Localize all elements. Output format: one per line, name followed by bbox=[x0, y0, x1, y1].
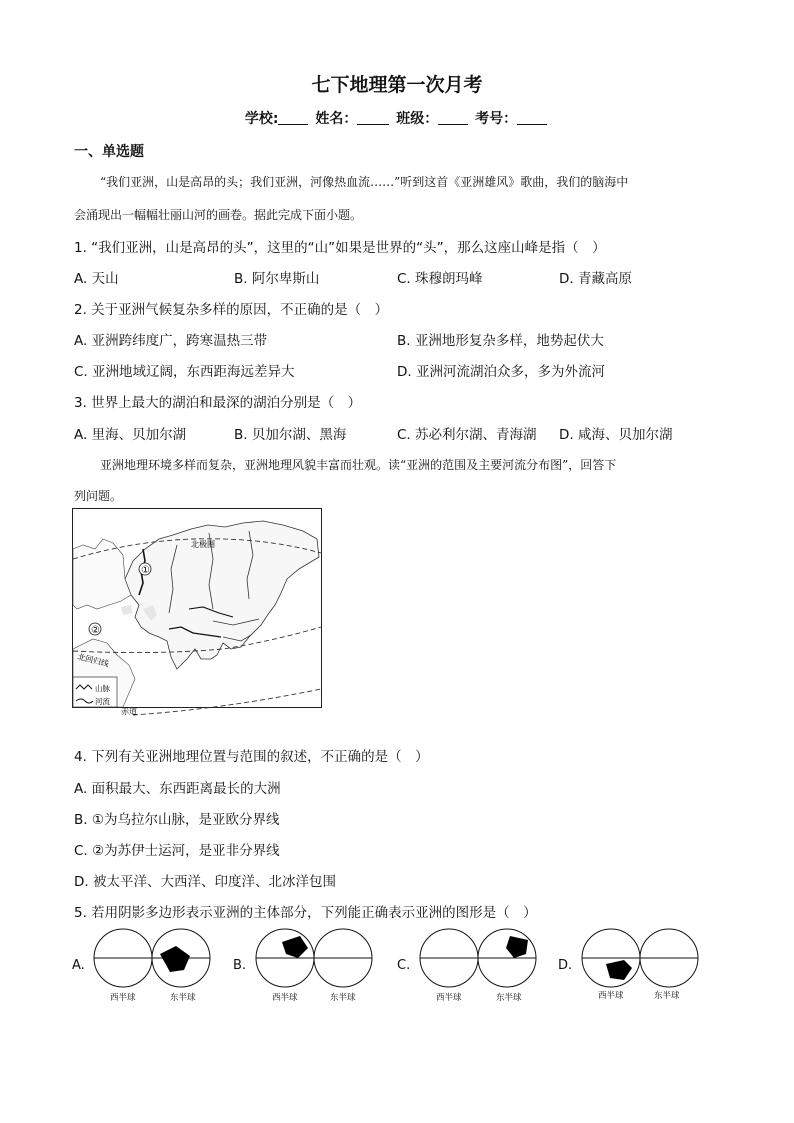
arctic-circle-label: 北极圈 bbox=[191, 540, 215, 549]
asia-map-graphic bbox=[73, 509, 321, 716]
q3-option-c[interactable]: C. 苏必利尔湖、青海湖 bbox=[397, 427, 537, 443]
asia-landmass bbox=[125, 521, 319, 669]
q4-option-d[interactable]: D. 被太平洋、大西洋、印度洋、北冰洋包围 bbox=[74, 874, 336, 890]
sea-patch-2 bbox=[121, 605, 133, 615]
q5-c-east-label: 东半球 bbox=[496, 993, 522, 1003]
student-info bbox=[0, 108, 794, 128]
q5-option-b-letter[interactable]: B. bbox=[233, 958, 247, 973]
intro-text-2b: 列问题。 bbox=[74, 489, 123, 503]
q5-a-west-label: 西半球 bbox=[110, 993, 136, 1003]
q4-option-a[interactable]: A. 面积最大、东西距离最长的大洲 bbox=[74, 781, 281, 797]
q5-b-east-label: 东半球 bbox=[330, 993, 356, 1003]
name-label: 姓名： bbox=[315, 111, 358, 127]
marker-1: ① bbox=[141, 565, 150, 576]
q5-b-west-label: 西半球 bbox=[272, 993, 298, 1003]
q3-option-d[interactable]: D. 咸海、贝加尔湖 bbox=[559, 427, 673, 443]
school-blank[interactable] bbox=[278, 110, 308, 125]
q3-option-a[interactable]: A. 里海、贝加尔湖 bbox=[74, 427, 187, 443]
legend-mountain-label: 山脉 bbox=[95, 684, 110, 693]
asia-map bbox=[72, 508, 322, 716]
q4-option-c[interactable]: C. ②为苏伊士运河，是亚非分界线 bbox=[74, 843, 280, 859]
q5-c-west-label: 西半球 bbox=[436, 993, 462, 1003]
q5-option-a-figure[interactable] bbox=[92, 928, 216, 988]
class-blank[interactable] bbox=[438, 110, 468, 125]
intro-text-2: 亚洲地理环境多样而复杂，亚洲地理风貌丰富而壮观。读“亚洲的范围及主要河流分布图”，回答下 bbox=[100, 458, 617, 472]
q5-option-d-figure[interactable] bbox=[580, 928, 704, 988]
q5-option-c-figure[interactable] bbox=[418, 928, 542, 988]
q1-option-c[interactable]: C. 珠穆朗玛峰 bbox=[397, 271, 483, 287]
q5-d-west-label: 西半球 bbox=[598, 991, 624, 1001]
q3-option-b[interactable]: B. 贝加尔湖、黑海 bbox=[234, 427, 347, 443]
q5-a-east-label: 东半球 bbox=[170, 993, 196, 1003]
q2-option-a[interactable]: A. 亚洲跨纬度广，跨寒温热三带 bbox=[74, 333, 268, 349]
page-title: 七下地理第一次月考 bbox=[311, 74, 483, 96]
equator-line bbox=[133, 689, 321, 715]
name-blank[interactable] bbox=[357, 110, 389, 125]
q2-option-c[interactable]: C. 亚洲地域辽阔，东西距海远差异大 bbox=[74, 364, 295, 380]
question-5-stem: 5. 若用阴影多边形表示亚洲的主体部分，下列能正确表示亚洲的图形是（ ） bbox=[74, 905, 537, 921]
question-2-stem: 2. 关于亚洲气候复杂多样的原因，不正确的是（ ） bbox=[74, 302, 389, 318]
q1-option-d[interactable]: D. 青藏高原 bbox=[559, 271, 632, 287]
q5-option-d-letter[interactable]: D. bbox=[558, 958, 573, 973]
question-3-stem: 3. 世界上最大的湖泊和最深的湖泊分别是（ ） bbox=[74, 395, 362, 411]
q2-option-d[interactable]: D. 亚洲河流湖泊众多，多为外流河 bbox=[397, 364, 605, 380]
marker-2: ② bbox=[91, 625, 100, 636]
question-1-stem: 1. “我们亚洲，山是高昂的头”，这里的“山”如果是世界的“头”，那么这座山峰是指（ ） bbox=[74, 240, 606, 256]
class-label: 班级： bbox=[396, 111, 439, 127]
section-heading: 一、单选题 bbox=[74, 144, 144, 160]
europe-landmass bbox=[73, 539, 131, 609]
q5-option-c-letter[interactable]: C. bbox=[397, 958, 411, 973]
number-blank[interactable] bbox=[517, 110, 547, 125]
q1-option-a[interactable]: A. 天山 bbox=[74, 271, 119, 287]
q4-option-b[interactable]: B. ①为乌拉尔山脉，是亚欧分界线 bbox=[74, 812, 280, 828]
q2-option-b[interactable]: B. 亚洲地形复杂多样，地势起伏大 bbox=[397, 333, 604, 349]
school-label: 学校: bbox=[244, 111, 279, 127]
legend-river-label: 河流 bbox=[95, 697, 110, 706]
equator-label: 赤道 bbox=[121, 707, 137, 716]
question-4-stem: 4. 下列有关亚洲地理位置与范围的叙述，不正确的是（ ） bbox=[74, 749, 429, 765]
q5-option-a-letter[interactable]: A. bbox=[72, 958, 85, 973]
q5-option-b-figure[interactable] bbox=[254, 928, 378, 988]
q1-option-b[interactable]: B. 阿尔卑斯山 bbox=[234, 271, 320, 287]
intro-text-1b: 会涌现出一幅幅壮丽山河的画卷。据此完成下面小题。 bbox=[74, 208, 363, 222]
q5-d-east-label: 东半球 bbox=[654, 991, 680, 1001]
number-label: 考号： bbox=[475, 111, 518, 127]
tropic-label: 北回归线 bbox=[76, 652, 110, 669]
intro-text-1: “我们亚洲，山是高昂的头；我们亚洲，河像热血流……”听到这首《亚洲雄风》歌曲，我们的脑海中 bbox=[100, 175, 629, 189]
